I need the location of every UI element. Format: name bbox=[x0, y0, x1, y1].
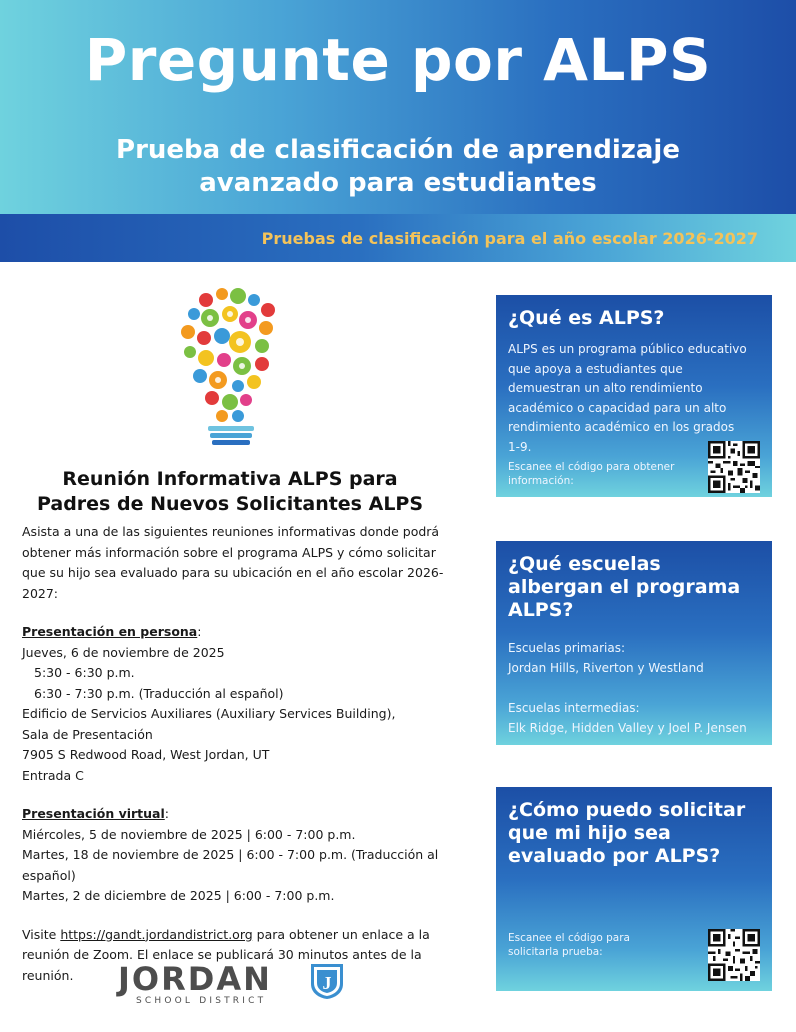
middle-list: Elk Ridge, Hidden Valley y Joel P. Jensen bbox=[508, 720, 747, 735]
meeting-intro: Asista a una de las siguientes reuniones informativas donde podrá obtener más información sobre el programa ALPS y cómo solicitar que su hijo sea evaluado para su ubicación en el año escolar 2026-2027: bbox=[22, 524, 444, 601]
apply-qr-code[interactable] bbox=[708, 929, 760, 981]
jordan-shield-icon bbox=[308, 962, 346, 1000]
in-person-heading: Presentación en persona: bbox=[22, 624, 202, 639]
apply-scan-text: Escanee el código para solicitarla prueba: bbox=[508, 932, 630, 958]
in-person-building: Edificio de Servicios Auxiliares (Auxiliary Services Building), bbox=[22, 706, 396, 721]
visit-text: Visite https://gandt.jordandistrict.org para obtener un enlace a la reunión de Zoom. El enlace se publicará 30 minutos antes de la reunión. bbox=[22, 926, 430, 983]
subtitle-line-1: Prueba de clasificación de aprendizaje bbox=[116, 135, 680, 165]
virtual-heading: Presentación virtual: bbox=[22, 806, 169, 821]
in-person-date: Jueves, 6 de noviembre de 2025 bbox=[22, 644, 225, 660]
elementary-list: Jordan Hills, Riverton y Westland bbox=[508, 660, 704, 675]
lightbulb-gears-icon bbox=[176, 282, 286, 452]
how-to-apply-card bbox=[496, 787, 772, 991]
in-person-time-1: 5:30 - 6:30 p.m. bbox=[34, 665, 135, 680]
gandt-link[interactable]: https://gandt.jordandistrict.org bbox=[60, 926, 253, 942]
virtual-session-1: Miércoles, 5 de noviembre de 2025 | 6:00 - 7:00 p.m. bbox=[22, 826, 356, 842]
school-year-text: Pruebas de clasificación para el año escolar 2026-2027 bbox=[261, 229, 758, 248]
meeting-details bbox=[22, 522, 462, 986]
subtitle-line-2: avanzado para estudiantes bbox=[199, 168, 597, 198]
meeting-title-line-2: Padres de Nuevos Solicitantes ALPS bbox=[36, 493, 424, 515]
jordan-district-logo bbox=[118, 962, 354, 1010]
school-year-band bbox=[0, 214, 796, 262]
middle-label: Escuelas intermedias: bbox=[508, 701, 640, 715]
logo-mark-letter: J bbox=[322, 973, 332, 993]
what-is-alps-card bbox=[496, 295, 772, 497]
schools-card bbox=[496, 541, 772, 745]
what-is-alps-body: ALPS es un programa público educativo que apoya a estudiantes que demuestran un alto rendimiento académico o capacidad para un alto rendimiento académico en los grados 1-9. bbox=[508, 342, 747, 454]
elementary-label: Escuelas primarias: bbox=[508, 641, 626, 655]
what-is-alps-scan-text: Escanee el código para obtener información: bbox=[508, 461, 675, 487]
meeting-title bbox=[20, 467, 440, 517]
info-qr-code[interactable] bbox=[708, 441, 760, 493]
logo-subtitle: SCHOOL DISTRICT bbox=[136, 996, 267, 1006]
in-person-address: 7905 S Redwood Road, West Jordan, UT bbox=[22, 747, 270, 762]
virtual-session-3: Martes, 2 de diciembre de 2025 | 6:00 - 7:00 p.m. bbox=[22, 888, 335, 903]
in-person-room: Sala de Presentación bbox=[22, 726, 153, 742]
meeting-title-line-1: Reunión Informativa ALPS para bbox=[62, 468, 398, 490]
header-banner bbox=[0, 0, 796, 214]
schools-title: ¿Qué escuelas albergan el programa ALPS? bbox=[508, 553, 741, 621]
virtual-session-2: Martes, 18 de noviembre de 2025 | 6:00 - 7:00 p.m. (Traducción al español) bbox=[22, 847, 439, 883]
how-to-apply-title: ¿Cómo puedo solicitar que mi hijo sea evaluado por ALPS? bbox=[508, 799, 746, 867]
page-title: Pregunte por ALPS bbox=[84, 26, 712, 94]
in-person-time-2: 6:30 - 7:30 p.m. (Traducción al español) bbox=[34, 685, 284, 701]
page-subtitle bbox=[60, 134, 736, 200]
in-person-entrance: Entrada C bbox=[22, 767, 84, 783]
logo-wordmark: JORDAN bbox=[118, 960, 272, 998]
what-is-alps-title: ¿Qué es ALPS? bbox=[508, 307, 665, 329]
